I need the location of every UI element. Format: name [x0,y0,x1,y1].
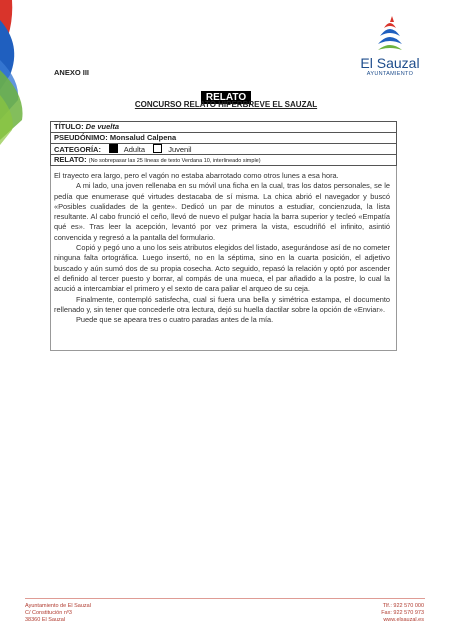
juvenil-checkbox[interactable] [153,144,162,153]
story-text [54,171,390,325]
contest-subheading: CONCURSO RELATO HIPERBREVE EL SAUZAL [134,100,318,109]
title-row [51,122,396,133]
title-label: TÍTULO: [54,122,84,131]
story-paragraph: A mi lado, una joven rellenaba en su móvil una ficha en la cual, tras los datos personales, se le pedía que enumerase qué virtudes destacaba de sí misma. La chica abrió el navegador y buscó «Posibles cualidades de la gente». Dedicó un par de minutos a estudiar, concienzuda, la lista resultante. Al cabo frunció el ceño, llevó de nuevo el pulgar hacia la barra superior y tecleó «Empatía qué es». Tras leer la acepción, levantó por vez primera la vista, escudriñó el infinito, asintió convencida y regresó a la pantalla del formulario. [54,181,390,242]
relato-label: RELATO: [54,155,87,164]
footer-address-line: C/ Constitución nº3 [25,610,72,616]
footer-address-line: 38360 El Sauzal [25,617,66,623]
footer-contact [381,603,424,624]
title-value: De vuelta [85,122,120,131]
logo-name: El Sauzal [360,55,420,71]
story-paragraph: El trayecto era largo, pero el vagón no estaba abarrotado como otros lunes a esa hora. [54,171,339,180]
footer-divider [25,598,425,599]
story-paragraph: Puede que se apeara tres o cuatro paradas antes de la mía. [76,315,274,325]
annex-label: ANEXO III [54,68,90,77]
relato-note: (No sobrepasar las 25 líneas de texto Verdana 10, interlineado simple) [88,158,261,164]
footer-address [25,603,91,624]
el-sauzal-logo [350,14,430,84]
pseudonym-row [51,133,396,144]
story-paragraph: Copió y pegó uno a uno los seis atributos elegidos del listado, asegurándose así de no cometer ninguna falta ortográfica. Luego insertó, no en la séptima, sino en la cuarta posición, el adjetivo buscado y aún sumó dos de su propia cosecha. Acto seguido, repasó la relación y optó por ascender el definido al tercer puesto y borrar, al compás de una mueca, el par añadido a la postre, lo cual la acució a intercambiar el primero y el sexto de cara paliar el arqueo de su ceja. [54,243,390,294]
footer-address-line: Ayuntamiento de El Sauzal [25,603,91,609]
adulta-checkbox[interactable] [109,144,118,153]
footer-website[interactable]: www.elsauzal.es [383,617,424,623]
story-paragraph: Finalmente, contempló satisfecha, cual si fuera una bella y simétrica estampa, el documento rellenado y, sin tener que concederle otra lectura, dejó su huella dactilar sobre la opción de «Enviar». [54,294,390,314]
logo-subtitle: AYUNTAMIENTO [366,71,414,77]
decorative-stripes [0,0,34,150]
entry-form [50,121,397,166]
pseudonym-value: Monsalud Calpena [109,133,177,142]
category-label: CATEGORÍA: [54,145,101,154]
category-option-adulta: Adulta [123,145,145,154]
category-option-juvenil: Juvenil [168,145,192,154]
relato-row [51,155,396,165]
footer-phone: Tlf.: 922 570 000 [382,603,424,609]
heading-text: RELATO [201,91,251,104]
footer-fax: Fax: 922 570 973 [381,610,424,616]
el-sauzal-emblem-icon [370,14,410,54]
pseudonym-label: PSEUDÓNIMO: [54,133,108,142]
category-row [51,144,396,155]
